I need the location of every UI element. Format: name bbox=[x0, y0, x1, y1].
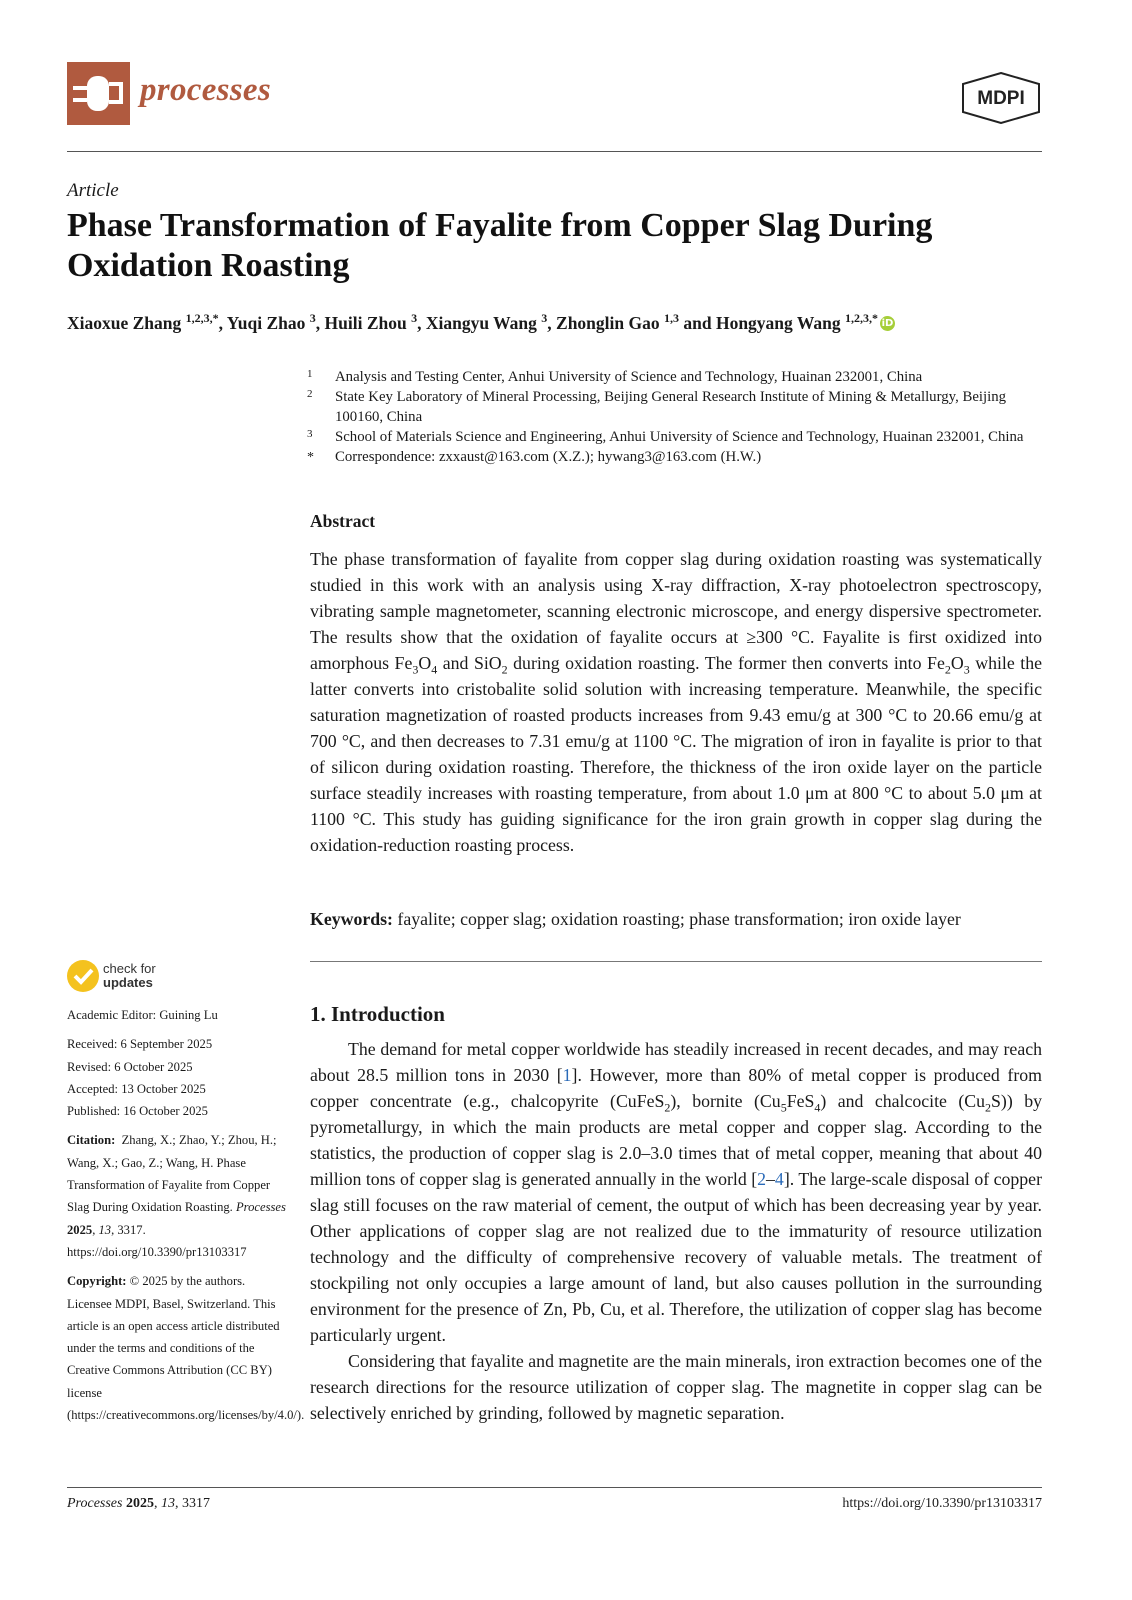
mdpi-logo bbox=[960, 72, 1042, 124]
footer-doi-link[interactable]: https://doi.org/10.3390/pr13103317 bbox=[842, 1496, 1042, 1511]
copyright-block bbox=[67, 1270, 305, 1426]
accepted-date: Accepted: 13 October 2025 bbox=[67, 1081, 206, 1096]
author-affiliation-mark: 1,2,3,* bbox=[185, 311, 219, 325]
intro-text: ]. The large-scale disposal of copper slag still focuses on the raw material of cement, the output of which has been decreasing year by year. Other applications of copper slag are not realized due to the immaturity of resource utilization technology and the difficulty of comprehensive recovery of valuable metals. The treatment of stockpiling not only occupies a large amount of land, but also causes pollution in the surrounding environment for the presence of Zn, Pb, Cu, et al. Therefore, the utilization of copper slag has become particularly urgent. bbox=[310, 1169, 1042, 1345]
subscript: 5 bbox=[780, 1100, 787, 1115]
affiliation-mark: 3 bbox=[307, 428, 313, 440]
affiliations bbox=[307, 367, 1042, 469]
author-affiliation-mark: 3 bbox=[411, 311, 418, 325]
reference-link[interactable]: 2 bbox=[757, 1169, 767, 1189]
affiliation-row bbox=[307, 387, 1042, 427]
intro-text: ), bornite (Cu bbox=[670, 1091, 781, 1111]
revised-date: Revised: 6 October 2025 bbox=[67, 1059, 193, 1074]
mdpi-logo-text: MDPI bbox=[977, 88, 1025, 109]
author-affiliation-mark: 3 bbox=[309, 311, 316, 325]
author-name: Zhonglin Gao bbox=[556, 312, 660, 333]
academic-editor: Academic Editor: Guining Lu bbox=[67, 1008, 218, 1022]
intro-text: ) and chalcocite (Cu bbox=[820, 1091, 986, 1111]
intro-text: ]. However, more than 80% of metal copper is produced from copper concentrate (e.g., chalcopyrite (CuFeS bbox=[310, 1065, 1042, 1111]
abstract-heading: Abstract bbox=[310, 511, 376, 531]
reference-link[interactable]: 1 bbox=[562, 1065, 572, 1085]
subscript: 4 bbox=[814, 1100, 821, 1115]
author-name: Yuqi Zhao bbox=[226, 312, 306, 333]
subscript: 2 bbox=[664, 1100, 671, 1115]
received-date: Received: 6 September 2025 bbox=[67, 1037, 213, 1052]
reference-link[interactable]: 4 bbox=[774, 1169, 784, 1189]
copyright-text: © 2025 by the authors. Licensee MDPI, Basel, Switzerland. This article is an open access article distributed under the terms and conditions of the Creative Commons Attribution (CC BY) license (https://creativecommons.org/licenses/by/4.0/). bbox=[67, 1274, 305, 1423]
citation-rest[interactable]: , 3317. https://doi.org/10.3390/pr13103317 bbox=[67, 1222, 247, 1259]
introduction-body bbox=[310, 1036, 1042, 1426]
journal-name: processes bbox=[140, 72, 272, 108]
abstract-text: and SiO bbox=[437, 653, 502, 673]
abstract-body bbox=[310, 546, 1042, 858]
citation-journal: Processes bbox=[235, 1200, 286, 1215]
footer-citation: Processes 2025, 13, 3317 bbox=[67, 1496, 210, 1511]
introduction-paragraph-2: Considering that fayalite and magnetite are the main minerals, iron extraction becomes one of the research directions for the resource utilization of copper slag. The magnetite in copper slag can be selectively enriched by grinding, followed by magnetic separation. bbox=[310, 1351, 1042, 1423]
author-list: Xiaoxue Zhang $^{1,2,3,*}$, Yuqi Zhao $^3$, Huili Zhou $^3$, Xiangyu Wang $^3$, Zhonglin Gao $^{1,3}$ and Hongyang Wang $^{1,2,3,*}$ iD bbox=[67, 311, 894, 333]
affiliation-mark: * bbox=[307, 450, 314, 465]
abstract-text: O bbox=[418, 653, 432, 673]
author-name: Xiaoxue Zhang bbox=[67, 312, 182, 333]
author-name: Xiangyu Wang bbox=[425, 312, 537, 333]
intro-text: FeS bbox=[786, 1091, 815, 1111]
check-updates-line1: check for bbox=[103, 961, 156, 976]
keywords-text: fayalite; copper slag; oxidation roasting; phase transformation; iron oxide layer bbox=[397, 909, 961, 929]
check-icon bbox=[67, 960, 99, 992]
copyright-label: Copyright: bbox=[67, 1274, 127, 1289]
footer-year: 2025 bbox=[125, 1496, 154, 1511]
citation-text: Zhang, X.; Zhao, Y.; Zhou, H.; Wang, X.; Gao, Z.; Wang, H. Phase Transformation of Fayalite from Copper Slag During Oxidation Roasting. bbox=[67, 1133, 277, 1215]
author-name: Hongyang Wang bbox=[715, 312, 841, 333]
paper-title: Phase Transformation of Fayalite from Copper Slag During Oxidation Roasting bbox=[67, 207, 933, 284]
check-for-updates-badge[interactable] bbox=[67, 958, 177, 994]
introduction-heading: 1. Introduction bbox=[310, 1002, 445, 1026]
affiliation-text: Analysis and Testing Center, Anhui University of Science and Technology, Huainan 232001, China bbox=[335, 369, 923, 385]
citation-block: Citation: Zhang, X.; Zhao, Y.; Zhou, H.; Wang, X.; Gao, Z.; Wang, H. Phase Transformation of Fayalite from Copper Slag During Oxidation Roasting. Processes 2025, 13, 3317. https://doi.org/10.3390/pr13103317 bbox=[67, 1133, 286, 1259]
published-date: Published: 16 October 2025 bbox=[67, 1104, 208, 1119]
article-info-sidebar bbox=[67, 1004, 305, 1433]
subscript: 2 bbox=[501, 662, 508, 677]
subscript: 3 bbox=[963, 662, 970, 677]
author-affiliation-mark: 1,3 bbox=[663, 311, 679, 325]
keywords bbox=[310, 906, 1050, 932]
subscript: 2 bbox=[944, 662, 951, 677]
orcid-icon[interactable]: iD bbox=[881, 317, 894, 329]
affiliation-mark: 1 bbox=[307, 368, 313, 380]
article-type: Article bbox=[67, 180, 119, 201]
footer-volume: 13 bbox=[160, 1496, 175, 1511]
header-divider bbox=[67, 151, 1042, 152]
affiliation-row bbox=[307, 427, 1042, 447]
abstract-text: while the latter converts into cristobalite solid solution with increasing temperature. Meanwhile, the specific saturation magnetization of roasted products increases from 9.43 emu/g at 300 °C to 20.66 emu/g at 700 °C, and then decreases to 7.31 emu/g at 1100 °C. The migration of iron in fayalite is prior to that of silicon during oxidation roasting. Therefore, the thickness of the iron oxide layer on the particle surface steadily increases with roasting temperature, from about 1.0 μm at 800 °C to about 5.0 μm at 1100 °C. This study has guiding significance for the iron grain growth in copper slag during the oxidation-reduction roasting process. bbox=[310, 653, 1043, 855]
intro-text: The demand for metal copper worldwide has steadily increased in recent decades, and may reach about 28.5 million tons in 2030 [ bbox=[310, 1039, 1042, 1085]
author-name: Huili Zhou bbox=[324, 312, 407, 333]
citation-year: 2025 bbox=[67, 1222, 93, 1237]
intro-text: – bbox=[766, 1169, 775, 1189]
footer-article-no: , 3317 bbox=[174, 1496, 210, 1511]
author-affiliation-mark: 3 bbox=[541, 311, 548, 325]
abstract-text: The phase transformation of fayalite from copper slag during oxidation roasting was systematically studied in this work with an analysis using X-ray diffraction, X-ray photoelectron spectroscopy, vibrating sample magnetometer, scanning electronic microscope, and energy dispersive spectrometer. The results show that the oxidation of fayalite occurs at ≥300 °C. Fayalite is first oxidized into amorphous Fe bbox=[310, 549, 1042, 673]
subscript: 2 bbox=[985, 1100, 992, 1115]
footer-journal: Processes bbox=[67, 1496, 123, 1511]
citation-volume: 13 bbox=[98, 1222, 112, 1237]
author-affiliation-mark: 1,2,3,* bbox=[844, 311, 878, 325]
keywords-label: Keywords: bbox=[310, 909, 393, 929]
journal-logo bbox=[67, 62, 130, 125]
introduction-paragraph-1 bbox=[310, 1036, 1042, 1348]
affiliation-text: State Key Laboratory of Mineral Processing, Beijing General Research Institute of Mining & Metallurgy, Beijing 100160, China bbox=[335, 389, 1007, 425]
subscript: 3 bbox=[412, 662, 419, 677]
citation-label: Citation: bbox=[67, 1133, 116, 1148]
affiliation-text: Correspondence: zxxaust@163.com (X.Z.); hywang3@163.com (H.W.) bbox=[335, 449, 762, 465]
abstract-text: O bbox=[950, 653, 964, 673]
affiliation-row bbox=[307, 447, 1042, 469]
subscript: 4 bbox=[431, 662, 438, 677]
affiliation-text: School of Materials Science and Engineering, Anhui University of Science and Technology, Huainan 232001, China bbox=[335, 429, 1024, 445]
affiliation-row bbox=[307, 367, 1042, 387]
affiliation-mark: 2 bbox=[307, 388, 313, 400]
check-updates-line2: updates bbox=[103, 975, 153, 990]
abstract-text: during oxidation roasting. The former then converts into Fe bbox=[507, 653, 945, 673]
footer-divider bbox=[67, 1487, 1042, 1488]
intro-text: S)) by pyrometallurgy, in which the main products are metal copper and copper slag. According to the statistics, the production of copper slag is 2.0–3.0 times that of metal copper, meaning that about 40 million tons of copper slag is generated annually in the world [ bbox=[310, 1091, 1043, 1189]
section-divider bbox=[310, 961, 1042, 962]
